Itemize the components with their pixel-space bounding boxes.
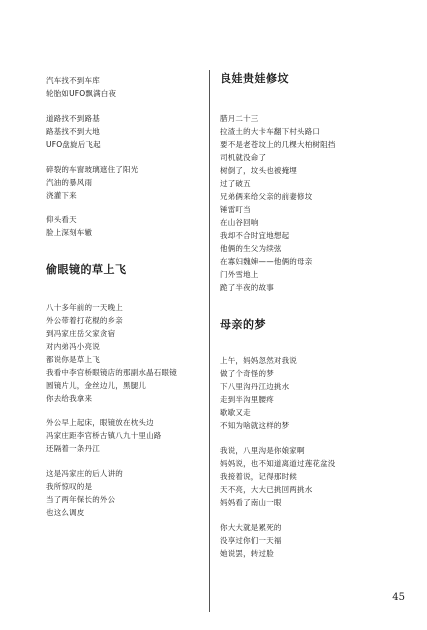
poem-line: 她说罢，转过脸	[220, 549, 274, 558]
poem-line: 轮胎如UFO飘满白夜	[46, 89, 117, 98]
poem-line: 走到半沟里腰疼	[220, 395, 274, 404]
poem-line: 外公早上起床，眼镜放在枕头边	[46, 418, 154, 427]
poem-line: 妈妈看了南山一眼	[220, 498, 282, 507]
poem-line: 下八里沟丹江边挑水	[220, 382, 290, 391]
poem-line: 碎裂的车窗玻璃遮住了阳光	[46, 165, 139, 174]
poem-line: 在山谷回响	[220, 218, 259, 227]
poem-line: 跪了半夜的故事	[220, 283, 274, 292]
poem-line: 我看中李官桥眼镜店的那副水晶石眼镜	[46, 368, 177, 377]
poem-line: 浇灌下来	[46, 191, 77, 200]
poem-line: 当了两年保长的外公	[46, 495, 116, 504]
poem-line: 我接着说，记得那时候	[220, 472, 297, 481]
poem-line: 仰头看天	[46, 215, 77, 224]
poem-line: 我所惊叹的是	[46, 482, 93, 491]
poem-line: 过了破五	[220, 179, 251, 188]
poem-line: 腊月二十三	[220, 114, 259, 123]
poem-line: 兄弟俩来给父亲的前妻修坟	[220, 192, 313, 201]
poem-line: 你大大就是累死的	[220, 523, 282, 532]
poem-line: 上午，妈妈忽然对我说	[220, 356, 297, 365]
poem-line: UFO盘旋后飞起	[46, 140, 101, 149]
poem-title: 偷眼镜的草上飞	[46, 263, 127, 276]
poem-line: 我说，八里沟是你娘家啊	[220, 446, 305, 455]
poem-line: 这是冯家庄的后人讲的	[46, 469, 123, 478]
poem-line: 拉渣土的大卡车翻下村头路口	[220, 127, 321, 136]
poem-line: 也这么调皮	[46, 508, 85, 517]
poem-line: 都说你是草上飞	[46, 355, 100, 364]
poem-line: 冯家庄距李官桥古镇八九十里山路	[46, 431, 162, 440]
poem-line: 你去给我拿来	[46, 394, 93, 403]
poem-line: 还隔着一条丹江	[46, 444, 100, 453]
poem-line: 路基找不到大地	[46, 127, 100, 136]
poem-line: 天不亮，大大已挑回两挑水	[220, 485, 313, 494]
poem-line: 对内弟冯小亮说	[46, 342, 100, 351]
poem-line: 汽车找不到车库	[46, 76, 100, 85]
poem-line: 八十多年前的一天晚上	[46, 303, 123, 312]
poem-line: 锤雷叮当	[220, 205, 251, 214]
poem-line: 我却不合时宜地想起	[220, 231, 290, 240]
poem-title: 良娃贵娃修坟	[220, 72, 289, 85]
poem-line: 脸上深刻车辙	[46, 228, 93, 237]
poem-line: 圆镜片儿，金丝边儿，黑腿儿	[46, 381, 147, 390]
column-divider	[209, 70, 210, 612]
poem-line: 外公带着打花棍的乡亲	[46, 316, 123, 325]
poem-line: 歇歇又走	[220, 408, 251, 417]
poem-line: 妈妈说，也不知道离道过莲花盆没	[220, 459, 336, 468]
poem-line: 汽油的暴风雨	[46, 178, 93, 187]
poem-title: 母亲的梦	[220, 318, 266, 331]
poem-line: 司机就没命了	[220, 153, 267, 162]
poem-line: 到冯家庄岳父家贪宿	[46, 329, 116, 338]
page-number: 45	[392, 592, 405, 603]
poem-line: 树倒了，坟头也被掩埋	[220, 166, 297, 175]
poem-line: 道路找不到路基	[46, 114, 100, 123]
poem-line: 不知为啥就这样的梦	[220, 421, 290, 430]
poem-line: 做了个奇怪的梦	[220, 369, 274, 378]
poem-line: 他俩的生父为续弦	[220, 244, 282, 253]
poem-line: 门外雪地上	[220, 270, 259, 279]
poem-line: 在寡妇魏婶——他俩的母亲	[220, 257, 313, 266]
poem-line: 没享过你们一天福	[220, 536, 282, 545]
poem-line: 要不是老苍坟上的几棵大柏树阻挡	[220, 140, 336, 149]
